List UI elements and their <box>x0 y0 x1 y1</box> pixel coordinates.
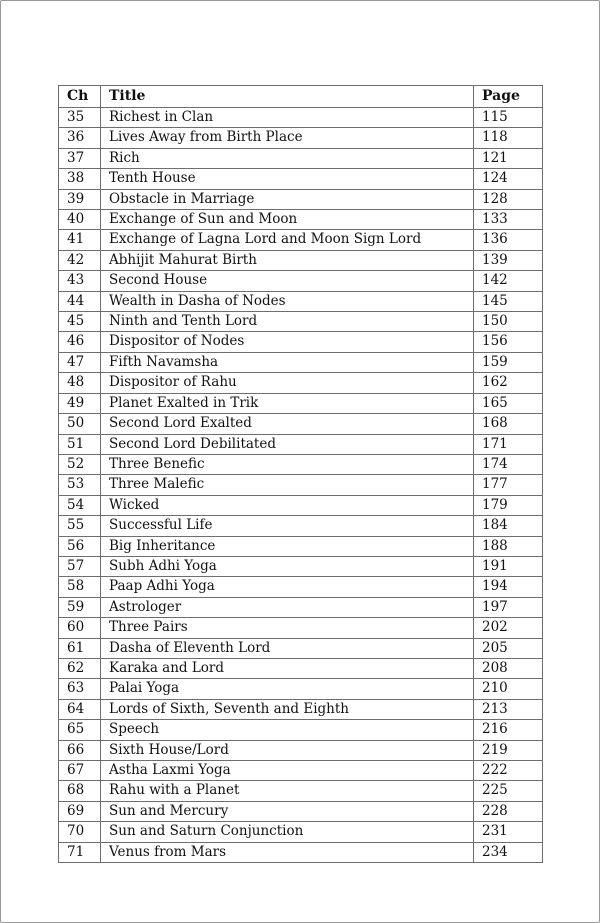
chapter-number: 66 <box>59 740 101 760</box>
chapter-title: Second Lord Exalted <box>101 414 474 434</box>
chapter-number: 49 <box>59 393 101 413</box>
chapter-number: 47 <box>59 352 101 372</box>
table-row <box>59 189 543 209</box>
page-number: 222 <box>474 761 543 781</box>
table-row <box>59 414 543 434</box>
chapter-title: Subh Adhi Yoga <box>101 556 474 576</box>
chapter-number: 55 <box>59 516 101 536</box>
table-row <box>59 679 543 699</box>
chapter-title: Second House <box>101 271 474 291</box>
chapter-number: 51 <box>59 434 101 454</box>
table-row <box>59 536 543 556</box>
chapter-title: Dasha of Eleventh Lord <box>101 638 474 658</box>
page-number: 228 <box>474 801 543 821</box>
chapter-number: 38 <box>59 169 101 189</box>
chapter-title: Sun and Mercury <box>101 801 474 821</box>
page-number: 202 <box>474 618 543 638</box>
page-number: 191 <box>474 556 543 576</box>
table-row <box>59 271 543 291</box>
table-row <box>59 699 543 719</box>
page-number: 162 <box>474 373 543 393</box>
chapter-number: 41 <box>59 230 101 250</box>
chapter-number: 64 <box>59 699 101 719</box>
chapter-number: 63 <box>59 679 101 699</box>
page-number: 171 <box>474 434 543 454</box>
page-number: 225 <box>474 781 543 801</box>
table-row <box>59 740 543 760</box>
chapter-number: 39 <box>59 189 101 209</box>
header-ch: Ch <box>59 86 101 108</box>
page-number: 197 <box>474 597 543 617</box>
chapter-title: Venus from Mars <box>101 842 474 862</box>
page-number: 142 <box>474 271 543 291</box>
page-number: 208 <box>474 658 543 678</box>
table-row <box>59 577 543 597</box>
chapter-title: Three Pairs <box>101 618 474 638</box>
table-row <box>59 128 543 148</box>
page-number: 133 <box>474 210 543 230</box>
chapter-number: 54 <box>59 495 101 515</box>
chapter-title: Exchange of Sun and Moon <box>101 210 474 230</box>
table-row <box>59 148 543 168</box>
chapter-number: 69 <box>59 801 101 821</box>
table-row <box>59 312 543 332</box>
table-row <box>59 250 543 270</box>
header-page: Page <box>474 86 543 108</box>
chapter-title: Lords of Sixth, Seventh and Eighth <box>101 699 474 719</box>
page-number: 128 <box>474 189 543 209</box>
chapter-number: 68 <box>59 781 101 801</box>
chapter-title: Dispositor of Nodes <box>101 332 474 352</box>
chapter-number: 60 <box>59 618 101 638</box>
chapter-title: Karaka and Lord <box>101 658 474 678</box>
chapter-title: Sixth House/Lord <box>101 740 474 760</box>
chapter-number: 43 <box>59 271 101 291</box>
table-row <box>59 352 543 372</box>
page-number: 219 <box>474 740 543 760</box>
table-row <box>59 454 543 474</box>
chapter-number: 61 <box>59 638 101 658</box>
chapter-number: 65 <box>59 720 101 740</box>
table-row <box>59 842 543 862</box>
table-row <box>59 495 543 515</box>
chapter-title: Obstacle in Marriage <box>101 189 474 209</box>
chapter-title: Wicked <box>101 495 474 515</box>
page-number: 115 <box>474 108 543 128</box>
page-number: 188 <box>474 536 543 556</box>
chapter-title: Big Inheritance <box>101 536 474 556</box>
table-body <box>59 108 543 863</box>
chapter-number: 50 <box>59 414 101 434</box>
table-row <box>59 516 543 536</box>
chapter-number: 59 <box>59 597 101 617</box>
chapter-number: 35 <box>59 108 101 128</box>
page-number: 121 <box>474 148 543 168</box>
chapter-number: 53 <box>59 475 101 495</box>
page-number: 168 <box>474 414 543 434</box>
chapter-number: 36 <box>59 128 101 148</box>
table-row <box>59 822 543 842</box>
chapter-title: Sun and Saturn Conjunction <box>101 822 474 842</box>
page-number: 139 <box>474 250 543 270</box>
chapter-title: Astha Laxmi Yoga <box>101 761 474 781</box>
chapter-title: Astrologer <box>101 597 474 617</box>
page-number: 145 <box>474 291 543 311</box>
header-title: Title <box>101 86 474 108</box>
chapter-number: 71 <box>59 842 101 862</box>
chapter-title: Rahu with a Planet <box>101 781 474 801</box>
table-row <box>59 638 543 658</box>
table-row <box>59 230 543 250</box>
chapter-title: Second Lord Debilitated <box>101 434 474 454</box>
page-number: 124 <box>474 169 543 189</box>
table-row <box>59 210 543 230</box>
page-number: 210 <box>474 679 543 699</box>
table-row <box>59 434 543 454</box>
chapter-number: 67 <box>59 761 101 781</box>
chapter-title: Exchange of Lagna Lord and Moon Sign Lord <box>101 230 474 250</box>
chapter-title: Ninth and Tenth Lord <box>101 312 474 332</box>
page-number: 216 <box>474 720 543 740</box>
page-number: 194 <box>474 577 543 597</box>
chapter-title: Abhijit Mahurat Birth <box>101 250 474 270</box>
chapter-title: Planet Exalted in Trik <box>101 393 474 413</box>
page-number: 234 <box>474 842 543 862</box>
table-row <box>59 658 543 678</box>
table-row <box>59 332 543 352</box>
table-row <box>59 761 543 781</box>
page-number: 213 <box>474 699 543 719</box>
chapter-number: 44 <box>59 291 101 311</box>
page-number: 205 <box>474 638 543 658</box>
chapter-title: Three Malefic <box>101 475 474 495</box>
table-row <box>59 801 543 821</box>
table-row <box>59 618 543 638</box>
chapter-number: 48 <box>59 373 101 393</box>
chapter-number: 62 <box>59 658 101 678</box>
page-number: 118 <box>474 128 543 148</box>
page-number: 165 <box>474 393 543 413</box>
table-row <box>59 781 543 801</box>
chapter-title: Richest in Clan <box>101 108 474 128</box>
page-number: 179 <box>474 495 543 515</box>
page-number: 184 <box>474 516 543 536</box>
chapter-number: 57 <box>59 556 101 576</box>
chapter-number: 58 <box>59 577 101 597</box>
chapter-title: Tenth House <box>101 169 474 189</box>
page-number: 159 <box>474 352 543 372</box>
table-row <box>59 597 543 617</box>
page-number: 156 <box>474 332 543 352</box>
table-row <box>59 169 543 189</box>
chapter-title: Speech <box>101 720 474 740</box>
chapter-number: 40 <box>59 210 101 230</box>
page-number: 150 <box>474 312 543 332</box>
chapter-title: Paap Adhi Yoga <box>101 577 474 597</box>
page-number: 177 <box>474 475 543 495</box>
chapter-title: Successful Life <box>101 516 474 536</box>
page-number: 174 <box>474 454 543 474</box>
table-row <box>59 475 543 495</box>
chapter-title: Dispositor of Rahu <box>101 373 474 393</box>
chapter-number: 37 <box>59 148 101 168</box>
chapter-number: 45 <box>59 312 101 332</box>
table-row <box>59 108 543 128</box>
chapter-number: 52 <box>59 454 101 474</box>
page-number: 136 <box>474 230 543 250</box>
table-row <box>59 393 543 413</box>
chapter-title: Palai Yoga <box>101 679 474 699</box>
chapter-title: Rich <box>101 148 474 168</box>
table-row <box>59 720 543 740</box>
chapter-number: 70 <box>59 822 101 842</box>
chapter-number: 46 <box>59 332 101 352</box>
chapter-title: Lives Away from Birth Place <box>101 128 474 148</box>
contents-table <box>58 85 543 863</box>
chapter-title: Wealth in Dasha of Nodes <box>101 291 474 311</box>
page-number: 231 <box>474 822 543 842</box>
header-row <box>59 86 543 108</box>
table-row <box>59 556 543 576</box>
chapter-title: Fifth Navamsha <box>101 352 474 372</box>
table-row <box>59 291 543 311</box>
table-row <box>59 373 543 393</box>
chapter-number: 42 <box>59 250 101 270</box>
chapter-title: Three Benefic <box>101 454 474 474</box>
chapter-number: 56 <box>59 536 101 556</box>
